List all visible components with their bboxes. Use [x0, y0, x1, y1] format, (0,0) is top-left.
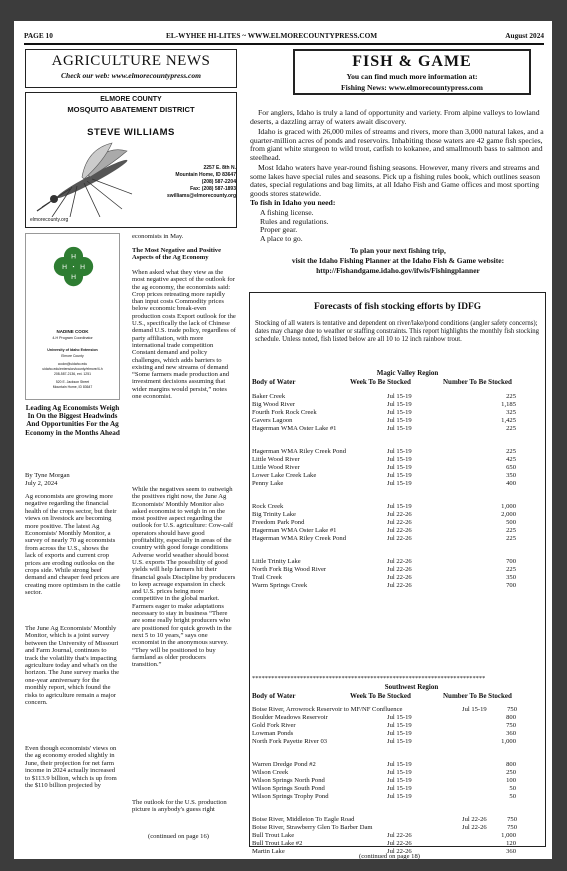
- ad-district: MOSQUITO ABATEMENT DISTRICT: [67, 105, 195, 114]
- stock-number: 50: [509, 793, 516, 800]
- fishing-need-item: A place to go.: [260, 233, 303, 243]
- stock-week: Jul 15-19: [387, 401, 412, 408]
- water-name: Warren Dredge Pond #2: [252, 761, 316, 768]
- water-name: Penny Lake: [252, 480, 284, 487]
- stock-week: Jul 15-19: [387, 730, 412, 737]
- table-row: [252, 480, 544, 488]
- stock-number: 700: [506, 558, 516, 565]
- stock-number: 700: [506, 582, 516, 589]
- stock-week: Jul 15-19: [387, 425, 412, 432]
- table-row: [252, 785, 544, 793]
- table-header-southwest: [252, 692, 544, 701]
- ad-address-line: swilliams@elmorecounty.org: [167, 193, 236, 199]
- water-name: Little Wood River: [252, 464, 300, 471]
- water-name: Hagerman WMA Oster Lake #1: [252, 527, 337, 534]
- table-row: [252, 730, 544, 738]
- coordinator-name: NADINE COOK: [56, 329, 89, 334]
- table-row: [252, 738, 544, 746]
- article-paragraph: Ag economists are growing more negative regarding the financial health of the crops sector, but their views on livestock are becoming more positive. The latest Ag Economists' Monthly Monitor, a survey of nearly 70 ag economists from across the U.S., shows the lack of exports and current crop prices are eroding outlooks on the crops side. While strong beef demand and cheaper feed prices are creating more optimism in the cattle sector.: [25, 493, 121, 597]
- water-name: Lower Lake Creek Lake: [252, 472, 317, 479]
- stocking-intro: Stocking of all waters is tentative and dependent on river/lake/pond conditions (angler safety concerns); dates may change due to weather or staffing constraints. This report highlights the monthly fish stocking schedule. Unless noted, fish listed below are all 10 to 12 inch rainbow trout.: [255, 320, 540, 343]
- stock-number: 225: [506, 425, 516, 432]
- article-paragraph: economists in May.: [132, 233, 184, 240]
- table-row: [252, 816, 544, 824]
- water-name: Lowman Ponds: [252, 730, 294, 737]
- stock-week: Jul 15-19: [387, 503, 412, 510]
- stock-week: Jul 15-19: [387, 456, 412, 463]
- stock-week: Jul 22-26: [387, 848, 412, 855]
- svg-text:H: H: [80, 263, 85, 271]
- table-row: [252, 519, 544, 527]
- stock-number: 100: [506, 777, 516, 784]
- stock-number: 750: [507, 824, 517, 831]
- table-row: [252, 582, 544, 590]
- stock-number: 400: [506, 480, 516, 487]
- fishing-need-item: Rules and regulations.: [260, 216, 329, 226]
- table-row: [252, 401, 544, 409]
- water-name: Little Trinity Lake: [252, 558, 301, 565]
- stock-week: Jul 15-19: [387, 393, 412, 400]
- stock-number: 225: [506, 393, 516, 400]
- issue-date: August 2024: [505, 31, 544, 40]
- table-row: [252, 503, 544, 511]
- extension-county: Elmore County: [61, 354, 84, 358]
- mosquito-district-ad: [25, 92, 237, 228]
- stock-week: Jul 15-19: [387, 448, 412, 455]
- stock-week: Jul 15-19: [387, 761, 412, 768]
- stock-number: 325: [506, 409, 516, 416]
- water-name: Freedom Park Pond: [252, 519, 305, 526]
- fishing-paragraph: For anglers, Idaho is truly a land of opportunity and variety. From alpine valleys to lowland deserts, a dazzling array of waters await discovery.: [250, 108, 540, 126]
- stock-number: 425: [506, 456, 516, 463]
- fish-game-title: FISH & GAME: [352, 53, 472, 70]
- table-row: [252, 566, 544, 574]
- stock-number: 1,000: [501, 738, 516, 745]
- table-row: [252, 393, 544, 401]
- water-name: Wilson Springs Trophy Pond: [252, 793, 329, 800]
- table-row: [252, 777, 544, 785]
- col-week: Week To Be Stocked: [350, 378, 411, 386]
- table-row: [252, 558, 544, 566]
- region-heading-magic-valley: Magic Valley Region: [376, 369, 439, 377]
- stock-week: Jul 22-26: [387, 840, 412, 847]
- stock-week: Jul 15-19: [387, 480, 412, 487]
- water-name: Hagerman WMA Oster Lake #1: [252, 425, 337, 432]
- article-headline: Leading Ag Economists Weigh In On the Biggest Headwinds And Opportunities For the Ag Economy in the Months Ahead: [25, 404, 120, 437]
- stock-week: Jul 15-19: [387, 785, 412, 792]
- table-row: [252, 824, 544, 832]
- coordinator-email: cookn@uidaho.edu: [57, 362, 88, 366]
- stock-week: Jul 22-26: [387, 574, 412, 581]
- water-name: Baker Creek: [252, 393, 286, 400]
- stock-number: 1,000: [501, 832, 516, 839]
- stock-number: 50: [509, 785, 516, 792]
- planner-url: http://Fishandgame.idaho.gov/ifwis/Fishingplanner: [316, 266, 480, 275]
- table-row: [252, 535, 544, 543]
- article-paragraph: The outlook for the U.S. production picture is anybody's guess right: [132, 799, 227, 814]
- stock-number: 1,185: [501, 401, 516, 408]
- water-name: Hagerman WMA Riley Creek Pond: [252, 448, 347, 455]
- stock-number: 800: [506, 761, 516, 768]
- coordinator-street: 520 E. Jackson Street: [55, 380, 90, 384]
- water-name: Little Wood River: [252, 456, 300, 463]
- stock-week: Jul 15-19: [387, 777, 412, 784]
- table-row: [252, 714, 544, 722]
- water-name: Gavers Lagoon: [252, 417, 293, 424]
- fish-game-sub2: Fishing News: www.elmorecountypress.com: [341, 83, 483, 92]
- stock-number: 1,425: [501, 417, 516, 424]
- stock-number: 750: [507, 706, 517, 713]
- stock-week: Jul 15-19: [387, 793, 412, 800]
- stock-week: Jul 15-19: [387, 738, 412, 745]
- water-name: Gold Fork River: [252, 722, 296, 729]
- water-name: Boise River, Middleton To Eagle Road: [252, 816, 355, 823]
- svg-text:H: H: [71, 253, 76, 261]
- stock-week: Jul 22-26: [387, 535, 412, 542]
- fishing-paragraph: Idaho is graced with 26,000 miles of streams and rivers, more than 3,000 natural lakes, and a quarter-million acres of ponds and reservoirs. Inhabiting those waters are 42 game fish species, from giant white sturgeon to wild trout, catfish to kokanee, and smallmouth bass to salmon and steelhead.: [250, 127, 544, 162]
- ad-address-line: (208) 587-2204: [201, 179, 236, 185]
- fishing-needs-heading: To fish in Idaho you need:: [250, 198, 336, 207]
- stock-week: Jul 15-19: [387, 769, 412, 776]
- fish-game-sub1: You can find much more information at:: [346, 72, 478, 81]
- water-name: Big Wood River: [252, 401, 295, 408]
- planner-line1: To plan your next fishing trip,: [350, 246, 446, 255]
- stock-number: 225: [506, 527, 516, 534]
- water-name: Boise River, Arrowrock Reservoir to MF/NF Confluence: [252, 706, 403, 713]
- stock-week: Jul 22-26: [387, 519, 412, 526]
- water-name: Trail Creek: [252, 574, 282, 581]
- stock-week: Jul 15-19: [462, 706, 487, 713]
- water-name: Wilson Creek: [252, 769, 289, 776]
- ad-address-line: Mountain Home, ID 83647: [175, 172, 236, 178]
- fishing-need-item: A fishing license.: [260, 208, 314, 217]
- water-name: North Fork Big Wood River: [252, 566, 327, 573]
- water-name: Hagerman WMA Riley Creek Pond: [252, 535, 347, 542]
- water-name: Rock Creek: [252, 503, 284, 510]
- table-row: [252, 448, 544, 456]
- table-row: [252, 425, 544, 433]
- stock-number: 500: [506, 519, 516, 526]
- fish-game-banner: [293, 49, 531, 95]
- newspaper-page: [14, 21, 552, 859]
- stock-week: Jul 22-26: [387, 558, 412, 565]
- stock-number: 800: [506, 714, 516, 721]
- table-row: [252, 761, 544, 769]
- stocking-title: Forecasts of fish stocking efforts by IDFG: [314, 302, 481, 312]
- stock-week: Jul 22-26: [462, 824, 487, 831]
- stock-week: Jul 15-19: [387, 722, 412, 729]
- table-row: [252, 832, 544, 840]
- stock-number: 120: [506, 840, 516, 847]
- article-paragraph: The June Ag Economists' Monthly Monitor, which is a joint survey between the University of Missouri and Farm Journal, continues to track the volatility that's impacting agriculture today and what's on the horizon. The June survey marks the one-year anniversary for the monthly report, which found the risks to agriculture remain a major concern.: [25, 625, 119, 707]
- stock-week: Jul 15-19: [387, 464, 412, 471]
- stock-week: Jul 22-26: [387, 582, 412, 589]
- table-row: [252, 722, 544, 730]
- col-water: Body of Water: [252, 378, 296, 386]
- ad-address: [154, 165, 236, 200]
- mosquito-illustration-icon: [32, 139, 150, 217]
- stock-week: Jul 15-19: [387, 417, 412, 424]
- stock-week: Jul 15-19: [387, 714, 412, 721]
- water-name: Bull Trout Lake: [252, 832, 295, 839]
- stock-number: 360: [506, 730, 516, 737]
- water-name: North Fork Payette River 03: [252, 738, 328, 745]
- table-row: [252, 409, 544, 417]
- article-date: July 2, 2024: [25, 480, 58, 487]
- 4h-coordinator-ad: [25, 233, 120, 400]
- ad-address-line: 2257 E. 8th N.: [203, 165, 236, 171]
- stock-number: 650: [506, 464, 516, 471]
- stock-number: 350: [506, 472, 516, 479]
- table-row: [252, 464, 544, 472]
- article-paragraph: While the negatives seem to outweigh the positives right now, the June Ag Economists' Monthly Monitor also asked economist to weigh in on the most positive aspect regarding the outlook for U.S. agriculture: Cow-calf operators should have good profitability, especially in areas of the country with good forage conditions Adverse world weather should boost U.S. exports The possibility of good yields will help farmers hit their financial goals Discipline by producers to keep acreage expansion in check and U.S. prices being more competitive in the global market. Farmers eager to make adaptations necessary to stay in business “There are some really bright producers who are positioned for quick growth in the next 5 to 10 years,” says one economist in the anonymous survey. “They will be positioned to buy farmland as older producers transition.”: [132, 486, 236, 669]
- stock-number: 225: [506, 535, 516, 542]
- stock-number: 750: [506, 722, 516, 729]
- page-number: PAGE 10: [24, 31, 53, 40]
- table-row: [252, 793, 544, 801]
- table-row: [252, 511, 544, 519]
- fishing-needs-list: [260, 209, 540, 243]
- agriculture-news-banner: [25, 49, 237, 88]
- stock-week: Jul 15-19: [387, 472, 412, 479]
- water-name: Boise River, Strawberry Glen To Barber Dam: [252, 824, 373, 831]
- water-name: Bull Trout Lake #2: [252, 840, 303, 847]
- table-row: [252, 527, 544, 535]
- water-name: Wilson Springs South Pond: [252, 785, 325, 792]
- stock-number: 225: [506, 566, 516, 573]
- article-subhead: The Most Negative and Positive Aspects of the Ag Economy: [132, 247, 222, 262]
- table-row: [252, 840, 544, 848]
- coordinator-city: Mountain Home, ID 83647: [52, 385, 93, 389]
- col-number: Number To Be Stocked: [443, 692, 512, 700]
- stock-week: Jul 22-26: [462, 816, 487, 823]
- stock-week: Jul 22-26: [387, 832, 412, 839]
- water-name: Big Trinity Lake: [252, 511, 296, 518]
- table-row: [252, 472, 544, 480]
- stock-week: Jul 22-26: [387, 527, 412, 534]
- table-row: [252, 417, 544, 425]
- agriculture-subtitle: Check our web: www.elmorecountypress.com: [61, 71, 201, 80]
- stock-week: Jul 22-26: [387, 566, 412, 573]
- paper-name: EL-WYHEE HI-LITES ~ WWW.ELMORECOUNTYPRESS.COM: [166, 31, 378, 40]
- stock-number: 1,000: [501, 503, 516, 510]
- article-paragraph: Even though economists' views on the ag economy eroded slightly in June, their projection for net farm income in 2024 actually increased to $113.9 billion, which is up from the $110 billion projected by: [25, 745, 117, 790]
- water-name: Wilson Springs North Pond: [252, 777, 325, 784]
- col-water: Body of Water: [252, 692, 296, 700]
- stock-number: 350: [506, 574, 516, 581]
- table-row: [252, 769, 544, 777]
- article-paragraph: When asked what they view as the most negative aspect of the outlook for the ag economy, the economists said: Crop prices retreating more rapidly than input costs Commodity prices below economic break-even production costs Export outlook for the U.S., specifically the lack of Chinese demand U.S. trade policy, regardless of party affiliation, with more international trade competition Constant demand and policy challenges, which adds barriers to existing and new streams of demand “Some farmers made production and investment decisions assuming that wider margins would persist,” notes one economist.: [132, 269, 236, 401]
- water-name: Fourth Fork Rock Creek: [252, 409, 317, 416]
- coordinator-website: uidaho.edu/extension/county/elmore/4-h: [42, 367, 103, 371]
- table-header-magic-valley: [252, 378, 544, 387]
- stocking-continued: (continued on page 18): [359, 853, 420, 859]
- table-row: [252, 574, 544, 582]
- coordinator-phone: 208-587-2136, ext. 1251: [54, 372, 91, 376]
- region-heading-southwest: Southwest Region: [384, 683, 439, 691]
- col-number: Number To Be Stocked: [443, 378, 512, 386]
- page-header: [24, 30, 544, 42]
- water-name: Martin Lake: [252, 848, 285, 855]
- article-byline: By Tyne Morgan: [25, 472, 70, 479]
- agriculture-title: AGRICULTURE NEWS: [51, 53, 211, 69]
- stock-number: 250: [506, 769, 516, 776]
- col-week: Week To Be Stocked: [350, 692, 411, 700]
- stock-number: 750: [507, 816, 517, 823]
- table-row: [252, 456, 544, 464]
- svg-text:H: H: [71, 273, 76, 281]
- header-rule: [24, 43, 544, 45]
- water-name: Boulder Meadows Reservoir: [252, 714, 328, 721]
- ad-name: STEVE WILLIAMS: [87, 127, 175, 138]
- stock-week: Jul 15-19: [387, 409, 412, 416]
- region-divider: *************************************************************************: [252, 675, 486, 682]
- stock-number: 360: [506, 848, 516, 855]
- ad-county: ELMORE COUNTY: [100, 96, 162, 103]
- coordinator-role: 4-H Program Coordinator: [52, 336, 93, 340]
- stock-number: 225: [506, 448, 516, 455]
- ad-address-line: Fax: (208) 587-1893: [190, 186, 236, 192]
- svg-text:H: H: [62, 263, 67, 271]
- ad-website: elmorecounty.org: [30, 217, 69, 223]
- fishing-need-item: Proper gear.: [260, 225, 298, 235]
- clover-icon: [51, 244, 96, 289]
- extension-org: University of Idaho Extension: [47, 348, 98, 352]
- water-name: Warm Springs Creek: [252, 582, 308, 589]
- stocking-forecast-box: [249, 292, 546, 855]
- fishing-paragraph: Most Idaho waters have year-round fishing seasons. However, many rivers and streams and some lakes have special rules and seasons. Pick up a fishing rules book, which outlines season dates, special regulations and bag limits, at all Idaho Fish and Game offices and most sporting goods stores statewide.: [250, 163, 541, 198]
- stock-week: Jul 22-26: [387, 511, 412, 518]
- table-row: [252, 706, 544, 714]
- planner-line2: visit the Idaho Fishing Planner at the Idaho Fish & Game website:: [291, 256, 505, 265]
- article-continued: (continued on page 16): [148, 833, 209, 840]
- stock-number: 2,000: [501, 511, 516, 518]
